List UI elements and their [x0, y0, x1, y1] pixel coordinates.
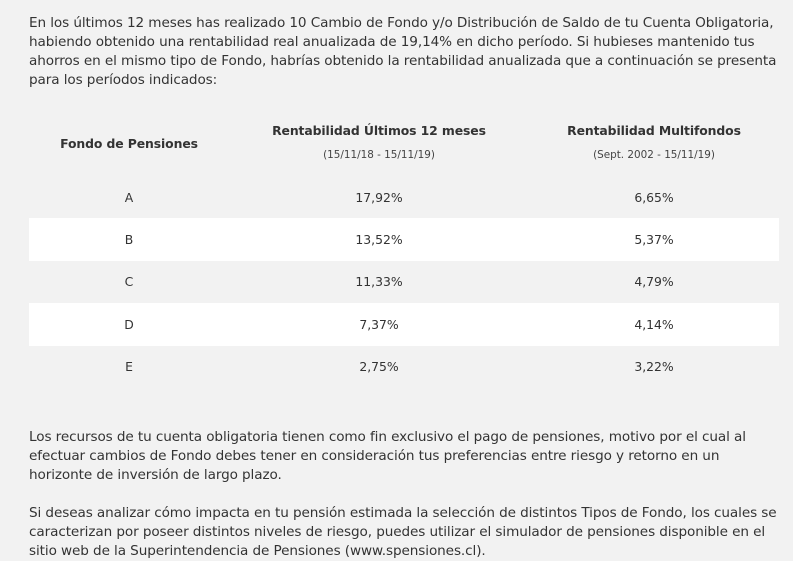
table-row — [29, 218, 779, 260]
return-12m-cell: 2,75% — [359, 359, 399, 375]
intro-paragraph: En los últimos 12 meses has realizado 10 Cambio de Fondo y/o Distribución de Saldo de tu Cuenta Obligatoria, habiendo obtenido una rentabilidad real anualizada de 19,14% en dicho período. Si hubieses mantenido tus ahorros en el mismo tipo de Fondo, habrías obtenido la rentabilidad anualizada que a continuación se presenta para los períodos indicados: — [29, 15, 777, 88]
header-multifondos-period: (Sept. 2002 - 15/11/19) — [593, 149, 715, 161]
return-multi-cell: 6,65% — [634, 189, 674, 205]
header-fund-label: Fondo de Pensiones — [60, 136, 198, 151]
table-row — [29, 303, 779, 345]
fund-cell: A — [124, 189, 134, 205]
header-12-months — [229, 123, 529, 161]
return-multi-cell: 3,22% — [634, 359, 674, 375]
return-12m-cell: 7,37% — [359, 316, 399, 332]
return-12m-cell: 17,92% — [355, 189, 403, 205]
fund-cell: E — [125, 359, 133, 375]
header-multifondos — [529, 123, 779, 161]
fund-cell: D — [124, 316, 134, 332]
return-multi-cell: 5,37% — [634, 232, 674, 248]
risk-note-paragraph: Los recursos de tu cuenta obligatoria tienen como fin exclusivo el pago de pensiones, motivo por el cual al efectuar cambios de Fondo debes tener en consideración tus preferencias entre riesgo y retorno en un horizonte de inversión de largo plazo. — [29, 429, 746, 483]
return-multi-cell: 4,79% — [634, 274, 674, 290]
table-header — [29, 110, 779, 176]
table-row — [29, 176, 779, 218]
table-row — [29, 261, 779, 303]
returns-table — [29, 110, 779, 388]
return-multi-cell: 4,14% — [634, 316, 674, 332]
header-12-months-label: Rentabilidad Últimos 12 meses — [272, 123, 486, 138]
header-fund — [29, 136, 229, 151]
fund-cell: C — [124, 274, 134, 290]
table-row — [29, 346, 779, 388]
header-multifondos-label: Rentabilidad Multifondos — [567, 123, 741, 138]
simulator-note-paragraph: Si deseas analizar cómo impacta en tu pensión estimada la selección de distintos Tipos de Fondo, los cuales se caracterizan por poseer distintos niveles de riesgo, puedes utilizar el simulador de pensiones disponible en el sitio web de la Superintendencia de Pensiones (www.spensiones.cl). — [29, 505, 777, 559]
header-12-months-period: (15/11/18 - 15/11/19) — [323, 149, 435, 161]
return-12m-cell: 13,52% — [355, 232, 403, 248]
return-12m-cell: 11,33% — [355, 274, 403, 290]
fund-cell: B — [124, 232, 134, 248]
